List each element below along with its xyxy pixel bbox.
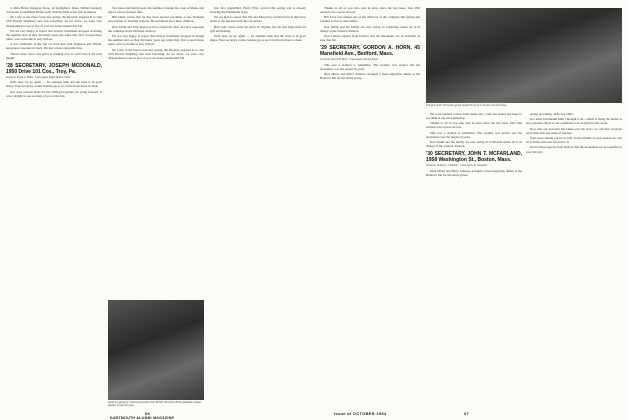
paragraph: Our class reunion plans for the 1958 get-together are going forward. It was a delight to see so many of you at the Inn. — [6, 89, 102, 98]
paragraph: Your news should not be in vain. In the middle of your season we will be at home and look forward to it. — [526, 136, 622, 145]
class-1929-subheading: Treasurer, Harold B. Beck · Class Agent, Edward Bayer — [320, 58, 379, 62]
paragraph: Dick Miller and Harry Johnson arranged a most enjoyable dinner at the Hanover Inn for the entire group. — [426, 168, 522, 177]
magazine-title: DARTMOUTH ALUMNI MAGAZINE — [110, 416, 175, 420]
photo-caption: This part of the '29 reunion group sought the eye of a '52 man, too class news — [426, 104, 507, 107]
class-1930-heading: '30 SECRETARY, JOHN T. MCFARLAND, 1958 Washington St., Boston, Mass. — [426, 151, 522, 164]
paragraph: Bob Lane writes from his place in Virginia that he still finds time for golf and fishing. — [210, 24, 306, 33]
right-page — [314, 0, 628, 420]
paragraph: On a trip to the West Coast last spring, the Reverdy stopped in to chat with Harold Weinberg and Jack Dowding. As for news, we were very disappointed to see so few of you out at the reunion this fall. — [6, 15, 102, 28]
paragraph: Ken Smith and his family are now living in California where he is in charge of the western division. — [320, 24, 420, 33]
paragraph: Don Carlson reports from Denver that the mountains are as beautiful as ever this fall. — [526, 145, 622, 154]
paragraph: We are very happy to report that several classmates dropped in during the summer and, as they did many years ago when they first crossed those pines, were welcome to stay with us. — [108, 34, 204, 47]
paragraph: Thanks to all of you who sent in news since the last issue. Our 25th reunion was a great success. — [426, 121, 522, 130]
paragraph: This was a reunion to remember. The weather was perfect and the attendance was the largest in years. — [320, 62, 420, 71]
paragraph: to Miss Helen Margaret Fease, in Springfield, Mass. Wilbur Kennedy carries the Grandfather Heinz torch with the birth of his first grandson. — [6, 6, 102, 15]
paragraph: spring upcoming, 'Who Are This?' — [530, 112, 574, 116]
left-column-2 — [108, 6, 204, 61]
paragraph: Thanks to all of you who sent in news since the last issue. Our 25th reunion was a great success. — [320, 6, 420, 15]
paragraph: Ted Jones and family spent the summer cruising the coast of Maine and report a most pleasant time. — [108, 6, 204, 15]
paragraph: Don Smith and Tom Donovan have joined the firm and now represent the company in the Midwest territory. — [108, 24, 204, 33]
reunion-group-photo — [426, 8, 622, 103]
paragraph: We are very happy to report that several classmates dropped in during the summer and, as they did many years ago when they first crossed those pines, were welcome to stay with us. — [6, 28, 102, 42]
paragraph: In a letter Dartmouth Man I thought it all—which is being the matter is now pleasant, Most of our committee was on hand for the event. — [526, 117, 622, 126]
class-1928-heading: '28 SECRETARY, JOSEPH MCDONALD, 1950 Drive 101 Cos., Troy, Pa. — [6, 62, 102, 75]
photo-caption: DICK is a group of Connecticut alumni, Pete McNeil '28 of New Haven presided a former speaker is from the class. — [108, 401, 202, 408]
connecticut-alumni-photo — [108, 300, 204, 400]
class-1929-heading: '29 SECRETARY, GORDON A. HORN, 45 Mansfield Ave., Bedford, Mass. — [320, 45, 420, 58]
paragraph: We are glad to report that Jim and Mary have settled down in their new home at the Inn and welcome all visitors. — [210, 15, 306, 24]
issue-label: Issue of OCTOBER 1954 — [334, 411, 387, 416]
paragraph: There's more news, but space is running out, so we'll save it for next month. — [6, 51, 102, 60]
right-column-2 — [426, 112, 522, 178]
class-1930-subheading: Treasurer, Stanley L. Chandler · Class Agent, R. Campbell — [426, 164, 487, 168]
left-column-1 — [6, 6, 102, 99]
paragraph: Don Carlson reports from Denver that the mountains are as beautiful as ever this fall. — [320, 34, 420, 43]
paragraph: Bill Dunn writes that he has been elected president of the National Association of Training Schools. He and Marie have three children. — [108, 15, 204, 24]
paragraph: A few reminders of the fun we have had with Ferguson and Wilder, newspaper reporters in town. We had a most enjoyable time. — [6, 42, 102, 51]
paragraph: We were pleased to hear from many who could not attend and hope to see them at our next gathering. — [426, 112, 522, 121]
paragraph: Ken Smith and his family are now living in California where he is in charge of the western division. — [426, 140, 522, 149]
paragraph: Our first grandchild, Harry Ellis, arrived this spring and is already showing the Dartmouth spirit. — [210, 6, 306, 15]
left-column-3 — [210, 6, 306, 44]
right-column-1 — [320, 6, 420, 81]
paragraph: Dick Miller and Harry Johnson arranged a most enjoyable dinner at the Hanover Inn for the entire group. — [320, 71, 420, 81]
right-column-3 — [526, 112, 622, 155]
class-1928-subheading: Treasurer, Frank G. Dahis · Class Agent, Ralph Dennis, Mass. — [6, 75, 71, 79]
paragraph: Now that our secretary has taken over the news, we ask that everyone write him with any items of interest. — [526, 126, 622, 135]
page-number: 66 — [145, 411, 151, 416]
paragraph: On a trip to the West Coast last spring, the Reverdy stopped in to chat with Harold Weinberg and Jack Dowding. As for news, we were very disappointed to see so few of you out at the reunion this fall. — [108, 47, 204, 60]
paragraph: Well, here we go again — for summer time and the class is in good shape. Your secretary comes bearing up as we travel from dawn to dusk. — [210, 34, 306, 43]
paragraph: Well, here we go again — for summer time and the class is in good shape. Your secretary comes bearing up as we travel from dawn to dusk. — [6, 80, 102, 89]
page-number: 67 — [464, 411, 470, 416]
paragraph: This was a reunion to remember. The weather was perfect and the attendance was the largest in years. — [426, 130, 522, 139]
paragraph: Bill Gray was named one of the directors of the company this spring and remains active in class affairs. — [320, 15, 420, 24]
